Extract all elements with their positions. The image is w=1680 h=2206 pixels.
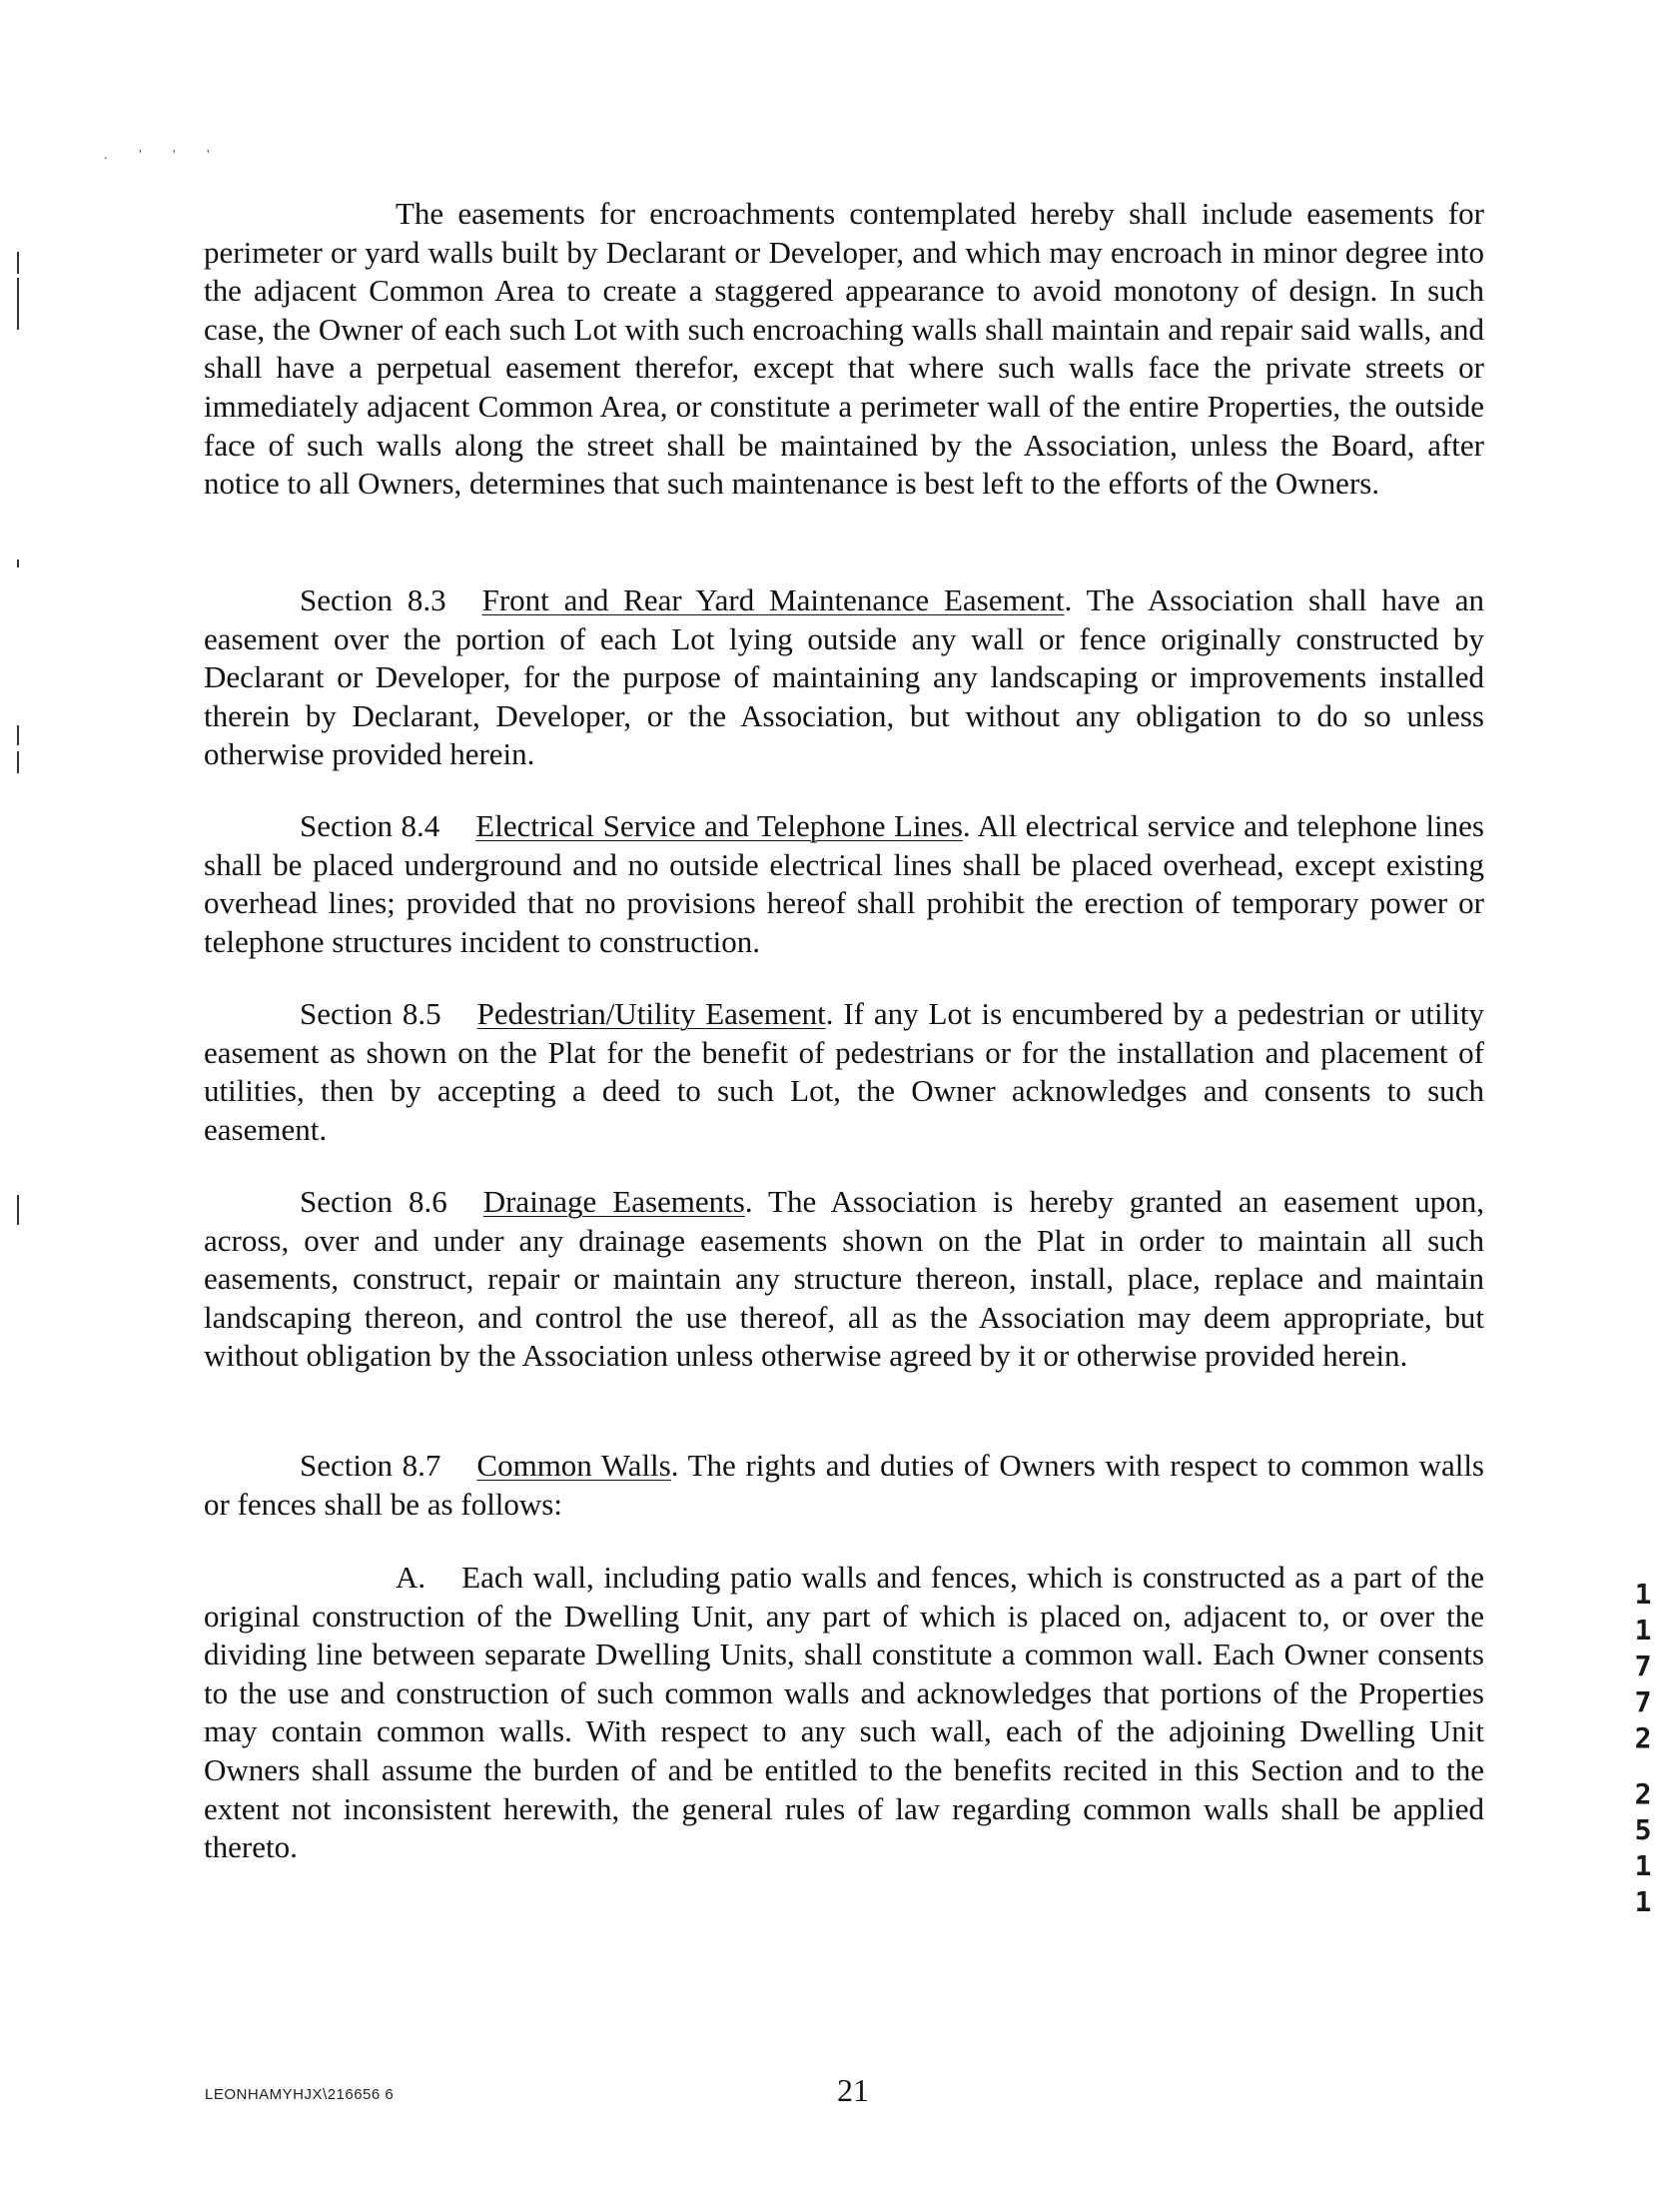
section-heading: Front and Rear Yard Maintenance Easement bbox=[481, 582, 1065, 617]
section-number: Section 8.6 bbox=[300, 1184, 447, 1219]
margin-mark bbox=[17, 751, 19, 773]
section-number: Section 8.7 bbox=[300, 1448, 441, 1483]
paragraph-encroachment-walls bbox=[204, 195, 1484, 504]
section-heading: Pedestrian/Utility Easement bbox=[476, 996, 826, 1031]
scan-artifact-marks: . ' ' ' bbox=[104, 148, 224, 163]
recording-number-stamp bbox=[1626, 1577, 1660, 1920]
footer-document-id: LEONHAMYHJX\216656 6 bbox=[205, 2086, 395, 2103]
stamp-digit: 1 bbox=[1634, 1885, 1652, 1918]
page-number: 21 bbox=[837, 2072, 869, 2108]
section-text: . All electrical service and telephone lines shall be placed underground and no outside electrical lines shall be placed overhead, except existing overhead lines; provided that no provisions hereof shall prohibit the erection of temporary power or telephone structures incident to construction. bbox=[204, 808, 1484, 959]
section-text: . The rights and duties of Owners with respect to common walls or fences shall be as follows: bbox=[204, 1448, 1484, 1522]
stamp-digit: 1 bbox=[1634, 1849, 1652, 1882]
section-8-7 bbox=[204, 1447, 1484, 1524]
section-text: . The Association shall have an easement over the portion of each Lot lying outside any wall or fence originally constructed by Declarant or Developer, for the purpose of maintaining any landscaping or improvements installed therein by Declarant, Developer, or the Association, but without any obligation to do so unless otherwise provided herein. bbox=[204, 582, 1484, 772]
stamp-digit: 1 bbox=[1634, 1578, 1652, 1611]
stamp-digit: 5 bbox=[1634, 1813, 1652, 1846]
margin-mark bbox=[17, 252, 19, 274]
subsection-text: Each wall, including patio walls and fences, which is constructed as a part of the original construction of the Dwelling Unit, any part of which is placed on, adjacent to, or over the dividing line between separate Dwelling Units, shall constitute a common wall. Each Owner consents to the use and construction of such common walls and acknowledges that portions of the Properties may contain common walls. With respect to any such wall, each of the adjoining Dwelling Unit Owners shall assume the burden of and be entitled to the benefits recited in this Section and to the extent not inconsistent herewith, the general rules of law regarding common walls shall be applied thereto. bbox=[204, 1560, 1484, 1865]
margin-mark bbox=[17, 559, 19, 567]
paragraph-text: The easements for encroachments contemplated hereby shall include easements for perimeter or yard walls built by Declarant or Developer, and which may encroach in minor degree into the adjacent Common Area to create a staggered appearance to avoid monotony of design. In such case, the Owner of each such Lot with such encroaching walls shall maintain and repair said walls, and shall have a perpetual easement therefor, except that where such walls face the private streets or immediately adjacent Common Area, or constitute a perimeter wall of the entire Properties, the outside face of such walls along the street shall be maintained by the Association, unless the Board, after notice to all Owners, determines that such maintenance is best left to the efforts of the Owners. bbox=[204, 196, 1484, 502]
section-heading: Drainage Easements bbox=[482, 1184, 745, 1219]
section-8-3 bbox=[204, 581, 1484, 774]
subsection-label: A. bbox=[396, 1560, 426, 1595]
section-8-6 bbox=[204, 1183, 1484, 1376]
section-text: . The Association is hereby granted an easement upon, across, over and under any drainage easements shown on the Plat in order to maintain all such easements, construct, repair or maintain any structure thereon, install, place, replace and maintain landscaping thereon, and control the use thereof, all as the Association may deem appropriate, but without obligation by the Association unless otherwise agreed by it or otherwise provided herein. bbox=[204, 1184, 1484, 1374]
margin-mark bbox=[17, 278, 19, 330]
section-8-4 bbox=[204, 807, 1484, 961]
section-heading: Electrical Service and Telephone Lines bbox=[475, 808, 963, 843]
section-number: Section 8.5 bbox=[300, 996, 441, 1031]
section-heading: Common Walls bbox=[476, 1448, 671, 1483]
section-8-5 bbox=[204, 995, 1484, 1149]
margin-mark bbox=[17, 1195, 19, 1225]
section-text: . If any Lot is encumbered by a pedestrian or utility easement as shown on the Plat for the benefit of pedestrians or for the installation and placement of utilities, then by accepting a deed to such Lot, the Owner acknowledges and consents to such easement. bbox=[204, 996, 1484, 1147]
stamp-digit: 7 bbox=[1634, 1685, 1652, 1718]
subsection-a bbox=[204, 1559, 1484, 1867]
section-number: Section 8.3 bbox=[300, 582, 446, 617]
margin-mark bbox=[17, 725, 19, 745]
stamp-digit: 1 bbox=[1634, 1614, 1652, 1647]
stamp-digit: 7 bbox=[1634, 1650, 1652, 1682]
stamp-digit: 2 bbox=[1634, 1777, 1652, 1810]
stamp-digit: 2 bbox=[1634, 1721, 1652, 1754]
section-number: Section 8.4 bbox=[300, 808, 440, 843]
